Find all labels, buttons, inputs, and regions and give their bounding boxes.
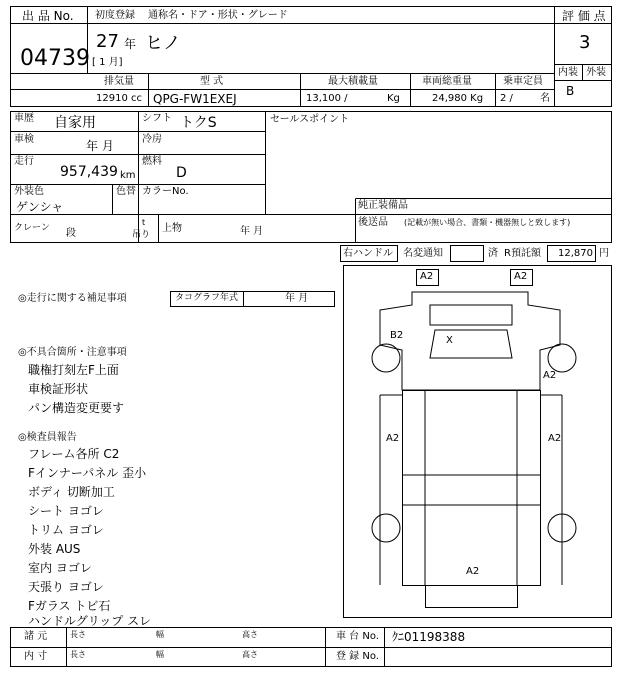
inspector-item: シート ヨゴレ [28,504,104,518]
first-registration-label: 初度登録 [95,10,135,21]
upper-equipment-date: 年 月 [240,226,264,237]
aftermarket-note: (記載が無い場合、書類・機器無しと致します) [404,218,571,227]
defect-item: 車検証形状 [28,382,89,396]
damage-mark: A2 [548,433,562,444]
displacement: 12910 cc [96,93,142,104]
tachograph-label: タコグラフ年式 [175,293,239,303]
crane-hook-label: 吊り [132,230,151,240]
registration-number-label: 登 録 No. [336,651,379,662]
shift-type: トクS [180,115,217,131]
fuel-type: D [176,165,187,181]
inspector-item: ボディ 切断加工 [28,485,115,499]
fuel-label: 燃料 [142,156,162,167]
inner-height-label: 高さ [242,650,258,659]
damage-mark: B2 [390,330,404,341]
damage-mark: A2 [543,370,557,381]
chassis-number: ｸﾆ01198388 [392,630,466,644]
inspector-report-title: ◎検査員報告 [18,432,77,443]
registration-year: 27 [96,31,119,52]
max-load-unit: Kg [387,93,400,104]
car-name-label: 通称名・ドア・形状・グレード [148,10,288,21]
mileage-unit: km [120,170,136,181]
defect-item: パン構造変更要す [28,401,125,415]
mileage: 957,439 [60,164,118,180]
registration-year-unit: 年 [124,37,137,51]
recycle-deposit-unit: 円 [599,248,609,259]
exterior-color: ゲンシャ [16,200,64,214]
vehicle-history: 自家用 [54,115,96,131]
interior-grade: B [566,84,575,98]
inspector-item: フレーム各所 C2 [28,447,120,461]
recycle-deposit-amount: 12,870 [558,248,593,259]
gross-weight: 24,980 Kg [432,93,484,104]
damage-mark: X [446,335,453,346]
defects-title: ◎不具合箇所・注意事項 [18,347,127,358]
inner-length-label: 長さ [70,650,86,659]
width-label: 幅 [156,630,164,639]
color-change-label: 色替 [116,186,136,197]
damage-mark: A2 [386,433,400,444]
inner-dimensions-label: 内 寸 [24,651,48,662]
registration-month: [ 1 月] [92,57,123,68]
damage-mark: A2 [466,566,480,577]
displacement-label: 排気量 [104,76,134,87]
model-code: QPG-FW1EXEJ [153,92,237,106]
verified-label: 済 [488,248,498,259]
color-code-label: カラーNo. [142,186,189,197]
shift-label: シフト [142,113,172,124]
length-label: 長さ [70,630,86,639]
exterior-label: 外装 [586,67,606,78]
inspector-item: 天張り ヨゴレ [28,580,104,594]
inspection-date: 年 月 [86,139,114,153]
defect-item: 職権打刻左F上面 [28,363,119,377]
capacity: 2 / [500,93,513,104]
inspector-item: トリム ヨゴレ [28,523,104,537]
damage-mark: A2 [514,271,528,282]
inspection-label: 車検 [14,134,34,145]
max-load: 13,100 / [306,93,348,104]
lot-number: 04739 [20,46,90,71]
lot-number-label: 出 品 No. [22,9,74,23]
sales-point-label: セールスポイント [270,114,350,125]
right-hand-drive: 右ハンドル [343,248,393,259]
inspector-item: Fガラス トビ石 [28,599,111,613]
inspector-item: 室内 ヨゴレ [28,561,92,575]
recycle-deposit-label: R預託額 [504,248,541,259]
height-label: 高さ [242,630,258,639]
inspector-item: ハンドルグリップ スレ [28,614,152,628]
car-name: ヒノ [145,33,181,54]
ac-label: 冷房 [142,134,162,145]
inspector-item: 外装 AUS [28,542,81,556]
damage-mark: A2 [420,271,434,282]
chassis-number-label: 車 台 No. [336,631,379,642]
gross-weight-label: 車両総重量 [422,76,472,87]
evaluation-score: 3 [579,32,591,53]
dimensions-label: 諸 元 [24,631,48,642]
inner-width-label: 幅 [156,650,164,659]
inspector-item: Fインナーパネル 歪小 [28,466,147,480]
mileage-label: 走行 [14,156,34,167]
crane-ton-label: t [142,218,146,227]
genuine-equipment-label: 純正装備品 [358,200,408,211]
tachograph-date: 年 月 [285,293,309,304]
crane-label: クレーン [14,223,50,233]
capacity-unit: 名 [540,93,550,104]
max-load-label: 最大積載量 [328,76,378,87]
history-label: 車歴 [14,113,34,124]
name-change-label: 名変通知 [403,248,443,259]
driving-notes-title: ◎走行に関する補足事項 [18,293,127,304]
model-label: 型 式 [200,76,224,87]
capacity-label: 乗車定員 [503,76,543,87]
score-label: 評 価 点 [562,9,606,23]
interior-label: 内装 [558,67,578,78]
crane-stages: 段 [66,228,76,239]
aftermarket-label: 後送品 [358,217,388,228]
upper-equipment-label: 上物 [162,223,182,234]
exterior-color-label: 外装色 [14,186,44,197]
